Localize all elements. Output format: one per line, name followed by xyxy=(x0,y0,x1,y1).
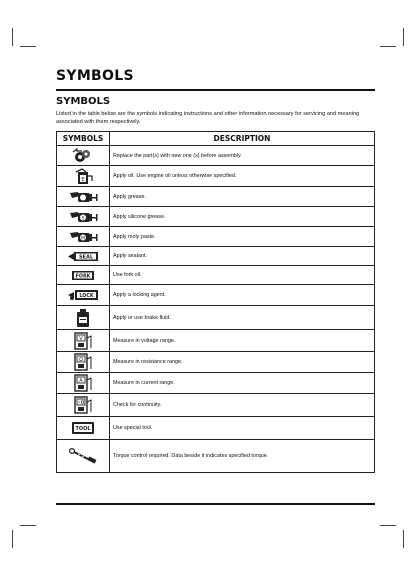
crop-mark-bottom-right-h xyxy=(380,525,396,526)
title-divider xyxy=(56,89,375,91)
description-cell: Measure in current range. xyxy=(110,373,375,394)
special-tool-label: TOOL xyxy=(75,426,91,432)
description-cell: Apply silicone grease. xyxy=(110,207,375,227)
table-row xyxy=(57,440,375,473)
description-cell: Apply oil. Use engine oil unless otherwise specified. xyxy=(110,166,375,187)
crop-mark-bottom-left-h xyxy=(20,525,36,526)
svg-text:S: S xyxy=(81,216,85,221)
crop-mark-top-left-v xyxy=(12,28,13,46)
sealant-icon xyxy=(67,251,99,262)
voltage-meter-icon xyxy=(72,332,94,350)
special-tool-icon xyxy=(70,421,96,435)
table-header-row xyxy=(57,132,375,146)
crop-mark-top-right-h xyxy=(380,46,396,47)
voltage-label: V xyxy=(79,335,83,342)
resistance-meter-icon xyxy=(72,353,94,371)
description-cell: Apply sealant. xyxy=(110,247,375,266)
sealant-label: SEAL xyxy=(78,254,94,261)
locking-agent-label: LOCK xyxy=(79,293,94,299)
symbols-table xyxy=(56,131,375,473)
engine-oil-icon xyxy=(70,168,96,185)
table-row xyxy=(57,285,375,306)
description-cell: Apply or use brake fluid. xyxy=(110,306,375,330)
description-cell: Apply grease. xyxy=(110,187,375,207)
svg-text:E: E xyxy=(81,176,85,183)
description-cell: Use fork oil. xyxy=(110,266,375,285)
description-cell: Measure in voltage range. xyxy=(110,330,375,352)
crop-mark-top-left-h xyxy=(20,46,36,47)
table-row xyxy=(57,227,375,247)
crop-mark-top-right-v xyxy=(403,28,404,46)
description-cell: Apply moly paste. xyxy=(110,227,375,247)
grease-icon xyxy=(68,190,98,204)
intro-paragraph: Listed in the table below are the symbols indicating instructions and other information necessary for servicing and meaning associated with them respectively. xyxy=(56,111,360,125)
bottom-divider xyxy=(56,503,375,505)
table-row xyxy=(57,394,375,417)
fork-oil-label: FORK xyxy=(75,274,91,280)
torque-wrench-icon xyxy=(68,448,98,464)
table-row xyxy=(57,330,375,352)
fork-oil-icon xyxy=(70,270,96,281)
table-row xyxy=(57,187,375,207)
current-label: A xyxy=(79,378,83,384)
description-cell: Check for continuity. xyxy=(110,394,375,417)
page-title: SYMBOLS xyxy=(56,68,134,84)
current-meter-icon xyxy=(72,374,94,392)
table-row xyxy=(57,306,375,330)
description-cell: Replace the part(s) with new one (s) before assembly. xyxy=(110,146,375,166)
header-symbols: SYMBOLS xyxy=(57,132,110,146)
table-row xyxy=(57,352,375,373)
section-title: SYMBOLS xyxy=(56,96,111,107)
description-cell: Use special tool. xyxy=(110,417,375,440)
crop-mark-bottom-right-v xyxy=(403,530,404,548)
table-row xyxy=(57,207,375,227)
svg-text:M: M xyxy=(81,236,85,241)
crop-mark-bottom-left-v xyxy=(12,530,13,548)
moly-paste-icon xyxy=(68,230,98,244)
description-cell: Torque control required. Data beside it indicates specified torque. xyxy=(110,440,375,473)
silicone-grease-icon xyxy=(68,210,98,224)
continuity-meter-icon xyxy=(72,396,94,414)
description-cell: Apply a locking agent. xyxy=(110,285,375,306)
replace-parts-icon xyxy=(70,148,96,164)
header-description: DESCRIPTION xyxy=(110,132,375,146)
resistance-label: Ω xyxy=(79,357,83,363)
table-row xyxy=(57,247,375,266)
locking-agent-icon xyxy=(67,289,99,301)
description-cell: Measure in resistance range. xyxy=(110,352,375,373)
table-row xyxy=(57,417,375,440)
brake-fluid-icon xyxy=(74,308,92,328)
table-row xyxy=(57,146,375,166)
table-row xyxy=(57,373,375,394)
table-row xyxy=(57,266,375,285)
table-row xyxy=(57,166,375,187)
